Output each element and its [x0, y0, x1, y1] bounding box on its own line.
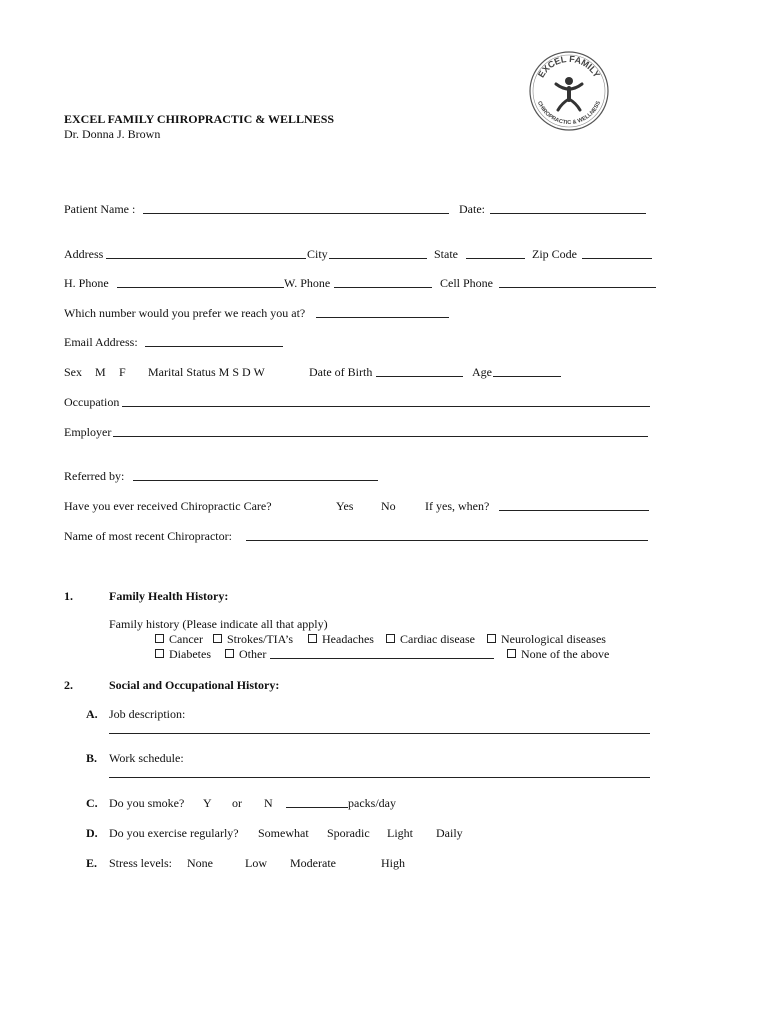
smoke-no[interactable]: N	[264, 796, 273, 810]
recent-chiropractor-field[interactable]	[246, 540, 648, 541]
occupation-label: Occupation	[64, 395, 120, 409]
dob-label: Date of Birth	[309, 365, 373, 379]
stress-low[interactable]: Low	[245, 856, 267, 870]
age-label: Age	[472, 365, 492, 379]
practice-name: EXCEL FAMILY CHIROPRACTIC & WELLNESS	[64, 112, 335, 126]
item-e-letter: E.	[86, 856, 98, 870]
option-neurological-label: Neurological diseases	[501, 632, 606, 646]
stress-none[interactable]: None	[187, 856, 213, 870]
marital-status-label[interactable]: Marital Status M S D W	[148, 365, 265, 379]
zip-field[interactable]	[582, 258, 652, 259]
section-2-title: Social and Occupational History:	[109, 678, 280, 692]
checkbox-icon[interactable]	[155, 634, 164, 643]
option-diabetes-label: Diabetes	[169, 647, 211, 661]
packs-per-day-label: packs/day	[348, 796, 396, 810]
address-field[interactable]	[106, 258, 306, 259]
doctor-name: Dr. Donna J. Brown	[64, 127, 161, 141]
option-headaches-label: Headaches	[322, 632, 374, 646]
stress-levels-label: Stress levels:	[109, 856, 172, 870]
chiro-care-question: Have you ever received Chiropractic Care?	[64, 499, 272, 513]
city-field[interactable]	[329, 258, 427, 259]
state-field[interactable]	[466, 258, 525, 259]
section-1-title: Family Health History:	[109, 589, 229, 603]
section-1-number: 1.	[64, 589, 73, 603]
option-strokes[interactable]	[213, 632, 293, 646]
exercise-somewhat[interactable]: Somewhat	[258, 826, 309, 840]
option-cardiac[interactable]	[386, 632, 475, 646]
exercise-sporadic[interactable]: Sporadic	[327, 826, 370, 840]
checkbox-icon[interactable]	[507, 649, 516, 658]
chiro-care-no[interactable]: No	[381, 499, 396, 513]
checkbox-icon[interactable]	[213, 634, 222, 643]
checkbox-icon[interactable]	[155, 649, 164, 658]
option-headaches[interactable]	[308, 632, 374, 646]
exercise-daily[interactable]: Daily	[436, 826, 463, 840]
chiro-care-yes[interactable]: Yes	[336, 499, 354, 513]
patient-name-label: Patient Name :	[64, 202, 136, 216]
occupation-field[interactable]	[122, 406, 650, 407]
email-label: Email Address:	[64, 335, 138, 349]
work-schedule-label: Work schedule:	[109, 751, 184, 765]
checkbox-icon[interactable]	[487, 634, 496, 643]
email-field[interactable]	[145, 346, 283, 347]
exercise-question: Do you exercise regularly?	[109, 826, 239, 840]
cell-phone-field[interactable]	[499, 287, 656, 288]
dob-field[interactable]	[376, 376, 463, 377]
option-other[interactable]	[225, 647, 266, 661]
preferred-number-field[interactable]	[316, 317, 449, 318]
preferred-number-label: Which number would you prefer we reach you at?	[64, 306, 306, 320]
if-yes-when-field[interactable]	[499, 510, 649, 511]
smoke-yes[interactable]: Y	[203, 796, 212, 810]
option-cardiac-label: Cardiac disease	[400, 632, 475, 646]
address-label: Address	[64, 247, 104, 261]
date-label: Date:	[459, 202, 485, 216]
city-label: City	[307, 247, 328, 261]
cell-phone-label: Cell Phone	[440, 276, 493, 290]
option-strokes-label: Strokes/TIA’s	[227, 632, 293, 646]
option-none[interactable]	[507, 647, 609, 661]
work-phone-label: W. Phone	[284, 276, 331, 290]
stress-high[interactable]: High	[381, 856, 405, 870]
item-b-letter: B.	[86, 751, 98, 765]
employer-field[interactable]	[113, 436, 648, 437]
zip-label: Zip Code	[532, 247, 577, 261]
sex-option-m[interactable]: M	[95, 365, 106, 379]
practice-logo	[528, 50, 610, 132]
job-description-label: Job description:	[109, 707, 186, 721]
exercise-light[interactable]: Light	[387, 826, 413, 840]
option-neurological[interactable]	[487, 632, 606, 646]
patient-name-field[interactable]	[143, 213, 449, 214]
option-other-label: Other	[239, 647, 267, 661]
option-cancer[interactable]	[155, 632, 203, 646]
age-field[interactable]	[493, 376, 561, 377]
referred-by-label: Referred by:	[64, 469, 125, 483]
work-schedule-field[interactable]	[109, 777, 650, 778]
family-history-intro: Family history (Please indicate all that apply)	[109, 617, 328, 631]
job-description-field[interactable]	[109, 733, 650, 734]
item-a-letter: A.	[86, 707, 98, 721]
employer-label: Employer	[64, 425, 112, 439]
other-specify-field[interactable]	[270, 658, 494, 659]
option-cancer-label: Cancer	[169, 632, 203, 646]
item-c-letter: C.	[86, 796, 98, 810]
checkbox-icon[interactable]	[386, 634, 395, 643]
option-diabetes[interactable]	[155, 647, 211, 661]
item-d-letter: D.	[86, 826, 98, 840]
recent-chiropractor-label: Name of most recent Chiropractor:	[64, 529, 232, 543]
home-phone-label: H. Phone	[64, 276, 109, 290]
work-phone-field[interactable]	[334, 287, 432, 288]
stress-moderate[interactable]: Moderate	[290, 856, 336, 870]
sex-label: Sex	[64, 365, 82, 379]
option-none-label: None of the above	[521, 647, 610, 661]
logo-text-bottom: CHIROPRACTIC & WELLNESS	[535, 100, 603, 127]
checkbox-icon[interactable]	[308, 634, 317, 643]
packs-per-day-field[interactable]	[286, 807, 348, 808]
state-label: State	[434, 247, 458, 261]
if-yes-when-label: If yes, when?	[425, 499, 490, 513]
smoke-question: Do you smoke?	[109, 796, 185, 810]
section-2-number: 2.	[64, 678, 73, 692]
referred-by-field[interactable]	[133, 480, 378, 481]
sex-option-f[interactable]: F	[119, 365, 126, 379]
checkbox-icon[interactable]	[225, 649, 234, 658]
smoke-or: or	[232, 796, 242, 810]
home-phone-field[interactable]	[117, 287, 284, 288]
date-field[interactable]	[490, 213, 646, 214]
logo-text-top: EXCEL FAMILY	[536, 53, 602, 80]
